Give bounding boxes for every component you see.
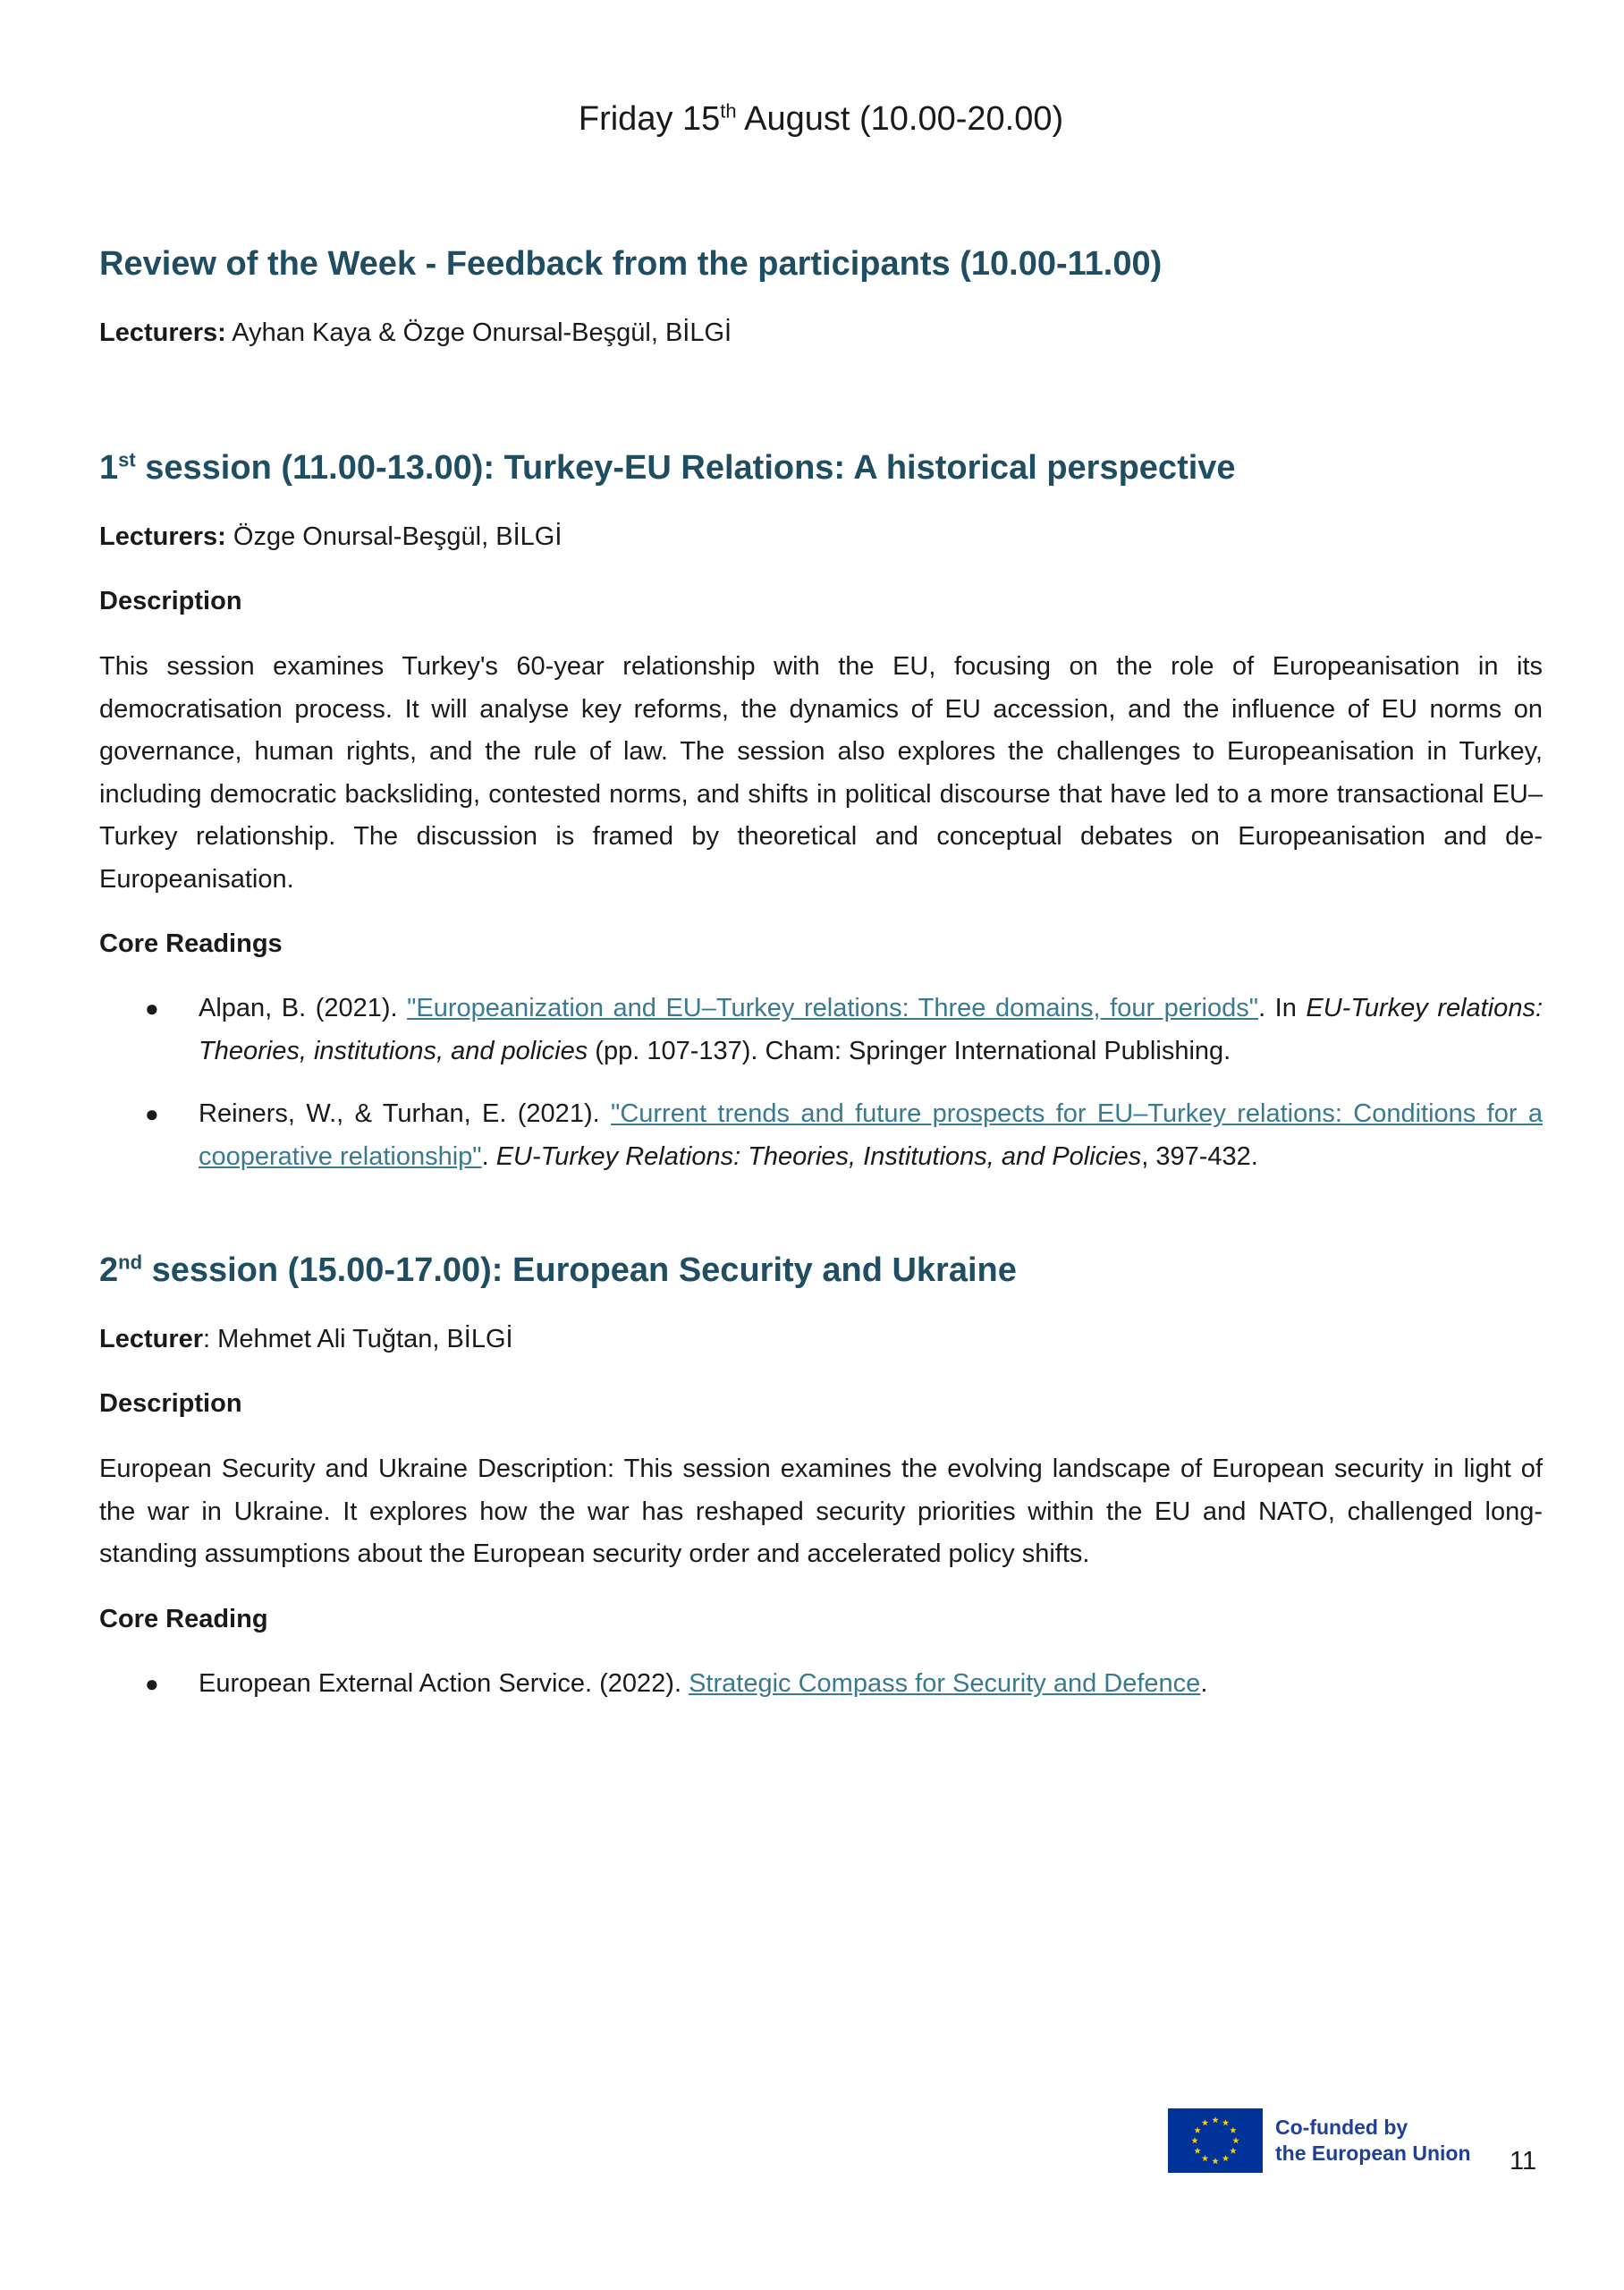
reading-item: European External Action Service. (2022). Strategic Compass for Security and Defence. [199,1669,1208,1698]
bullet-icon: ● [145,1670,159,1697]
session2-description: European Security and Ukraine Description: This session examines the evolving landscape of European security in light of the war in Ukraine. It explores how the war has reshaped security priorities within the EU and NATO, challenged long-standing assumptions about the European security order and accelerated policy shifts. [99,1455,1543,1568]
session1-lecturers: Lecturers: Özge Onursal-Beşgül, BİLGİ [99,522,562,551]
eu-cofunded-logo [1168,2108,1481,2173]
page-number: 11 [1510,2147,1537,2176]
page-title: Friday 15th August (10.00-20.00) [578,99,1064,138]
reading-link[interactable]: Strategic Compass for Security and Defence [689,1669,1201,1698]
session1-description-label: Description [99,587,242,615]
review-lecturers: Lecturers: Ayhan Kaya & Özge Onursal-Beşgül, BİLGİ [99,318,732,347]
eu-flag-icon [1168,2108,1263,2173]
session2-lecturer: Lecturer: Mehmet Ali Tuğtan, BİLGİ [99,1325,513,1353]
bullet-icon: ● [145,1100,159,1127]
reading-item: Alpan, B. (2021). "Europeanization and EU–Turkey relations: Three domains, four periods". In EU-Turkey relations: Theories, institutions, and policies (pp. 107-137). Cham: Springer International Publishing. [199,994,1543,1065]
session2-description-label: Description [99,1389,242,1418]
bullet-icon: ● [145,995,159,1022]
reading-item: Reiners, W., & Turhan, E. (2021). "Current trends and future prospects for EU–Turkey relations: Conditions for a cooperative relationship". EU-Turkey Relations: Theories, Institutions, and Policies, 397-432. [199,1099,1544,1171]
session2-reading-label: Core Reading [99,1605,268,1633]
cofunded-text: Co-funded by the European Union [1275,2116,1471,2165]
session1-readings-label: Core Readings [99,929,283,958]
reading-link[interactable]: "Current trends and future prospects for EU–Turkey relations: Conditions for a cooperative relationship" [199,1099,1544,1171]
reading-link[interactable]: "Europeanization and EU–Turkey relations: Three domains, four periods" [407,994,1259,1022]
session1-heading: 1st session (11.00-13.00): Turkey-EU Relations: A historical perspective [99,448,1236,487]
session1-description: This session examines Turkey's 60-year relationship with the EU, focusing on the role of Europeanisation in its democratisation process. It will analyse key reforms, the dynamics of EU accession, and the influence of EU norms on governance, human rights, and the rule of law. The session also explores the challenges to Europeanisation in Turkey, including democratic backsliding, contested norms, and shifts in political discourse that have led to a more transactional EU–Turkey relationship. The discussion is framed by theoretical and conceptual debates on Europeanisation and de-Europeanisation. [99,652,1543,894]
review-heading: Review of the Week - Feedback from the participants (10.00-11.00) [99,245,1163,283]
session2-heading: 2nd session (15.00-17.00): European Security and Ukraine [99,1251,1017,1289]
